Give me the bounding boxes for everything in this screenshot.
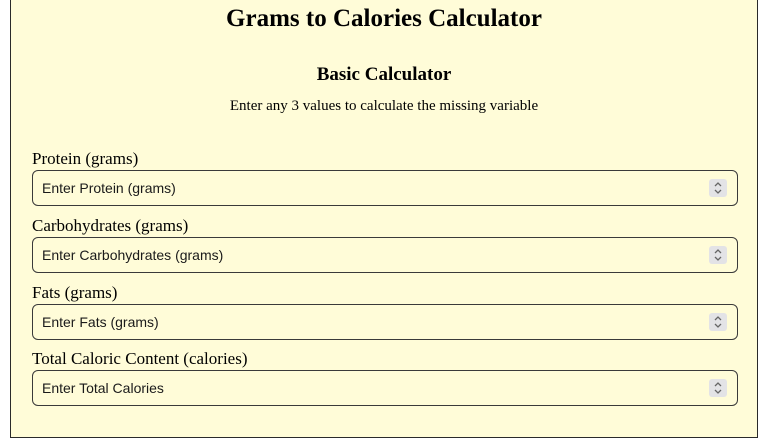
carbohydrates-placeholder: Enter Carbohydrates (grams): [42, 247, 224, 263]
protein-spinner-icon[interactable]: [709, 179, 727, 197]
calculator-panel: [10, 0, 758, 438]
calories-spinner-icon[interactable]: [709, 379, 727, 397]
carbohydrates-label: Carbohydrates (grams): [32, 216, 189, 235]
fats-spinner-icon[interactable]: [709, 313, 727, 331]
fats-placeholder: Enter Fats (grams): [42, 314, 159, 330]
page-title: Grams to Calories Calculator: [226, 5, 542, 32]
carbohydrates-field-group: [32, 216, 738, 273]
calories-input[interactable]: [32, 370, 738, 406]
calories-label: Total Caloric Content (calories): [32, 349, 248, 368]
carbohydrates-spinner-icon[interactable]: [709, 246, 727, 264]
calories-field-group: [32, 349, 738, 406]
protein-label: Protein (grams): [32, 149, 139, 168]
instructions-text: Enter any 3 values to calculate the missing variable: [229, 98, 539, 114]
fats-input[interactable]: [32, 304, 738, 340]
fats-label: Fats (grams): [32, 283, 118, 302]
section-title: Basic Calculator: [316, 64, 452, 85]
protein-input[interactable]: [32, 170, 738, 206]
protein-placeholder: Enter Protein (grams): [42, 180, 176, 196]
carbohydrates-input[interactable]: [32, 237, 738, 273]
fats-field-group: [32, 283, 738, 340]
calories-placeholder: Enter Total Calories: [42, 380, 164, 396]
protein-field-group: [32, 149, 738, 206]
